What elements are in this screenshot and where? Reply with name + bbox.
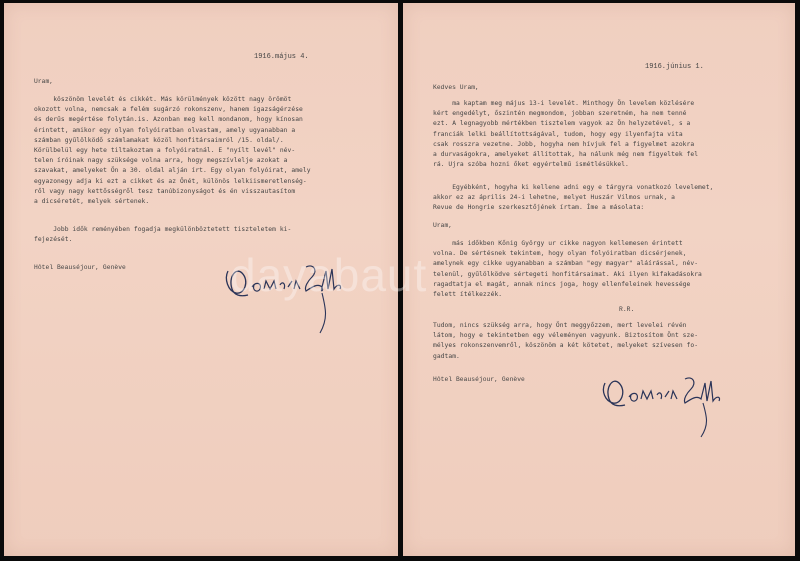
right-letter-greeting2: Uram, bbox=[433, 222, 453, 229]
left-letter-date: 1916.május 4. bbox=[254, 53, 309, 61]
right-letter-body: ma kaptam meg május 13-i levelét. Minthogy Ön levelem közlésére kért engedélyt, őszintén megmondom, jobban szeretném, ha nem tenné ezt. A legnagyobb mértékben tisztelem vagyok az Ön helyzetével, s a franciák lelki beállítottságával, tudom, hogy egy ilyenfajta vita csak rosszra vezetne. Jobb, hogyha nem hívjuk fel a figyelmet azokra a durvaságokra, amelyeket állítottak, ha nálunk még nem figyeltek fel rá. Ujra szóba hozni őket egyértelmű ismétlésükkel. bbox=[433, 100, 699, 169]
right-letter-greeting: Kedves Uram, bbox=[433, 84, 479, 91]
left-letter-page bbox=[4, 3, 398, 556]
right-letter-page bbox=[403, 3, 795, 556]
right-letter-date: 1916.június 1. bbox=[645, 63, 704, 71]
watermark: dayabaut bbox=[230, 249, 428, 301]
left-letter-body: köszönöm levelét és cikkét. Más körülmények között nagy örömöt okozott volna, nemcsak a felém sugárzó rokonszenv, hanem igazságérzése és derűs megértése folytán.is. Azonban meg kell mondanom, hogy kínosan érintett, amikor egy olyan folyóiratban olvastam, amely ugyanabban a számban gyűlölködő számlamakat közöl honfitársaimról /15. oldal/. Körülbelül egy hete tiltakoztam a folyóiratnál. E "nyílt levél" név- telen íróinak nagy szüksége volna arra, hogy megszívlelje azokat a szavakat, amelyeket Ön a 30. oldal alján írt. Egy olyan folyóirat, amely egyazonegy adja ki ezt a cikket és az Önét, különös lelkiismeretlenség- ről vagy nagy kettősségről tesz tanúbizonyságot és én visszautasítom a dicséretét, melyek sértenek. bbox=[34, 96, 311, 206]
right-letter-closing: Tudom, nincs szükség arra, hogy Önt meggyőzzem, mert levelei révén látom, hogy e tekintetben egy véleményen vagyunk. Biztosítom Önt sze- mélyes rokonszenvemről, köszönöm a két kötetet, melyeket szívesen fo- gadtam. bbox=[433, 322, 699, 360]
right-letter-quote: más időkben Kőnig György ur cikke nagyon kellemesen érintett volna. De sértésnek tekintem, hogy olyan folyóiratban dicsérjenek, amelynek egy cikke ugyanabban a számban "egy magyar" aláírással, név- telenül, gyűlölködve sértegeti honfitársaimat. Aki ilyen kifakadásokra ragadtatja el magát, annak nincs joga, hogy ellenfeleinek hevessége felett ítélkezzék. bbox=[433, 240, 702, 299]
left-letter-signature bbox=[222, 257, 372, 339]
left-letter-greeting: Uram, bbox=[34, 78, 54, 85]
left-letter-closing: Jobb idők reményében fogadja megkülönböztetett tiszteletem ki- fejezését. bbox=[34, 226, 292, 244]
right-letter-address: Hôtel Beauséjour, Genève bbox=[433, 376, 525, 383]
right-letter-initials: R.R. bbox=[619, 306, 635, 313]
right-letter-body2: Egyébként, hogyha ki kellene adni egy e tárgyra vonatkozó levelemet, akkor ez az április 24-i lehetne, melyet Huszár Vilmos urnak, a Revue de Hongrie szerkesztőjének írtam. Íme a másolata: bbox=[433, 184, 714, 212]
right-letter-signature bbox=[599, 369, 749, 441]
left-letter-address: Hôtel Beauséjour, Genève bbox=[34, 264, 126, 271]
